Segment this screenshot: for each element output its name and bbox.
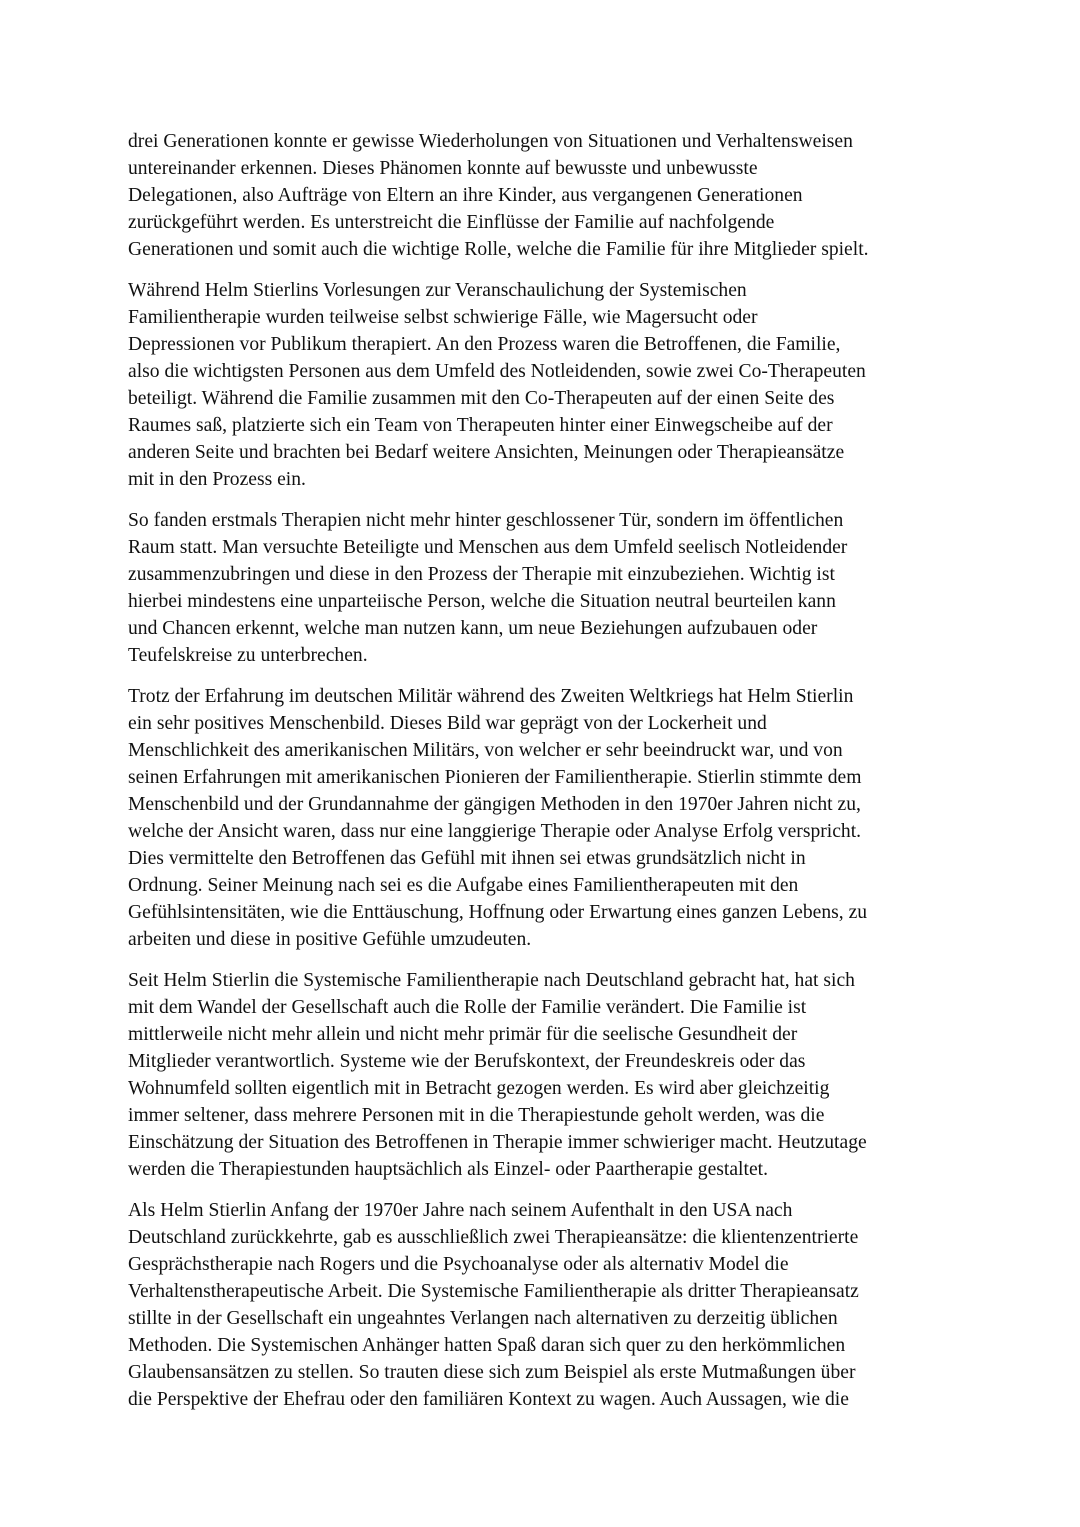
- text-line: Dies vermittelte den Betroffenen das Gefühl mit ihnen sei etwas grundsätzlich nicht in: [128, 848, 806, 869]
- text-line: Verhaltenstherapeutische Arbeit. Die Systemische Familientherapie als dritter Therapieansatz: [128, 1281, 859, 1302]
- text-line: und Chancen erkennt, welche man nutzen kann, um neue Beziehungen aufzubauen oder: [128, 618, 818, 639]
- text-line: untereinander erkennen. Dieses Phänomen konnte auf bewusste und unbewusste: [128, 158, 758, 179]
- text-line: So fanden erstmals Therapien nicht mehr hinter geschlossener Tür, sondern im öffentlichen: [128, 510, 844, 531]
- text-line: Delegationen, also Aufträge von Eltern an ihre Kinder, aus vergangenen Generationen: [128, 185, 803, 206]
- text-line: Als Helm Stierlin Anfang der 1970er Jahre nach seinem Aufenthalt in den USA nach: [128, 1200, 793, 1221]
- text-line: Mitglieder verantwortlich. Systeme wie der Berufskontext, der Freundeskreis oder das: [128, 1051, 806, 1072]
- text-line: Menschenbild und der Grundannahme der gängigen Methoden in den 1970er Jahren nicht zu,: [128, 794, 861, 815]
- text-line: Raumes saß, platzierte sich ein Team von Therapeuten hinter einer Einwegscheibe auf der: [128, 415, 833, 436]
- text-line: Depressionen vor Publikum therapiert. An den Prozess waren die Betroffenen, die Familie,: [128, 334, 841, 355]
- document-page: [128, 128, 958, 1427]
- text-line: mittlerweile nicht mehr allein und nicht mehr primär für die seelische Gesundheit der: [128, 1024, 798, 1045]
- text-line: also die wichtigsten Personen aus dem Umfeld des Notleidenden, sowie zwei Co-Therapeuten: [128, 361, 866, 382]
- text-line: Einschätzung der Situation des Betroffenen in Therapie immer schwieriger macht. Heutzutage: [128, 1132, 867, 1153]
- text-line: drei Generationen konnte er gewisse Wiederholungen von Situationen und Verhaltensweisen: [128, 131, 853, 152]
- text-line: Generationen und somit auch die wichtige Rolle, welche die Familie für ihre Mitglieder spielt.: [128, 239, 869, 260]
- text-line: seinen Erfahrungen mit amerikanischen Pionieren der Familientherapie. Stierlin stimmte dem: [128, 767, 862, 788]
- paragraph: [128, 967, 958, 1183]
- text-line: Methoden. Die Systemischen Anhänger hatten Spaß daran sich quer zu den herkömmlichen: [128, 1335, 846, 1356]
- text-line: anderen Seite und brachten bei Bedarf weitere Ansichten, Meinungen oder Therapieansätze: [128, 442, 845, 463]
- text-line: mit dem Wandel der Gesellschaft auch die Rolle der Familie verändert. Die Familie ist: [128, 997, 807, 1018]
- text-line: ein sehr positives Menschenbild. Dieses Bild war geprägt von der Lockerheit und: [128, 713, 767, 734]
- text-line: die Perspektive der Ehefrau oder den familiären Kontext zu wagen. Auch Aussagen, wie die: [128, 1389, 849, 1410]
- paragraph: [128, 683, 958, 953]
- text-line: Seit Helm Stierlin die Systemische Familientherapie nach Deutschland gebracht hat, hat sich: [128, 970, 855, 991]
- text-line: hierbei mindestens eine unparteiische Person, welche die Situation neutral beurteilen kann: [128, 591, 836, 612]
- text-line: Wohnumfeld sollten eigentlich mit in Betracht gezogen werden. Es wird aber gleichzeitig: [128, 1078, 830, 1099]
- text-line: Glaubensansätzen zu stellen. So trauten diese sich zum Beispiel als erste Mutmaßungen über: [128, 1362, 856, 1383]
- paragraph: [128, 507, 958, 669]
- text-line: Trotz der Erfahrung im deutschen Militär während des Zweiten Weltkriegs hat Helm Stierlin: [128, 686, 854, 707]
- text-line: beteiligt. Während die Familie zusammen mit den Co-Therapeuten auf der einen Seite des: [128, 388, 835, 409]
- text-line: Gesprächstherapie nach Rogers und die Psychoanalyse oder als alternativ Model die: [128, 1254, 789, 1275]
- text-line: Deutschland zurückkehrte, gab es ausschließlich zwei Therapieansätze: die klientenzentrierte: [128, 1227, 859, 1248]
- text-line: Familientherapie wurden teilweise selbst schwierige Fälle, wie Magersucht oder: [128, 307, 758, 328]
- text-line: welche der Ansicht waren, dass nur eine langgierige Therapie oder Analyse Erfolg verspricht.: [128, 821, 862, 842]
- text-line: zusammenzubringen und diese in den Prozess der Therapie mit einzubeziehen. Wichtig ist: [128, 564, 835, 585]
- text-line: stillte in der Gesellschaft ein ungeahntes Verlangen nach alternativen zu derzeitig üblichen: [128, 1308, 838, 1329]
- text-line: zurückgeführt werden. Es unterstreicht die Einflüsse der Familie auf nachfolgende: [128, 212, 775, 233]
- paragraph: [128, 1197, 958, 1413]
- text-line: Raum statt. Man versuchte Beteiligte und Menschen aus dem Umfeld seelisch Notleidender: [128, 537, 848, 558]
- text-line: arbeiten und diese in positive Gefühle umzudeuten.: [128, 929, 532, 950]
- paragraph: [128, 277, 958, 493]
- text-line: werden die Therapiestunden hauptsächlich als Einzel- oder Paartherapie gestaltet.: [128, 1159, 768, 1180]
- text-line: Ordnung. Seiner Meinung nach sei es die Aufgabe eines Familientherapeuten mit den: [128, 875, 799, 896]
- text-line: Teufelskreise zu unterbrechen.: [128, 645, 368, 666]
- text-line: Während Helm Stierlins Vorlesungen zur Veranschaulichung der Systemischen: [128, 280, 747, 301]
- text-line: mit in den Prozess ein.: [128, 469, 306, 490]
- text-line: Gefühlsintensitäten, wie die Enttäuschung, Hoffnung oder Erwartung eines ganzen Lebens, zu: [128, 902, 868, 923]
- paragraph: [128, 128, 958, 263]
- text-line: Menschlichkeit des amerikanischen Militärs, von welcher er sehr beeindruckt war, und von: [128, 740, 843, 761]
- text-line: immer seltener, dass mehrere Personen mit in die Therapiestunde geholt werden, was die: [128, 1105, 825, 1126]
